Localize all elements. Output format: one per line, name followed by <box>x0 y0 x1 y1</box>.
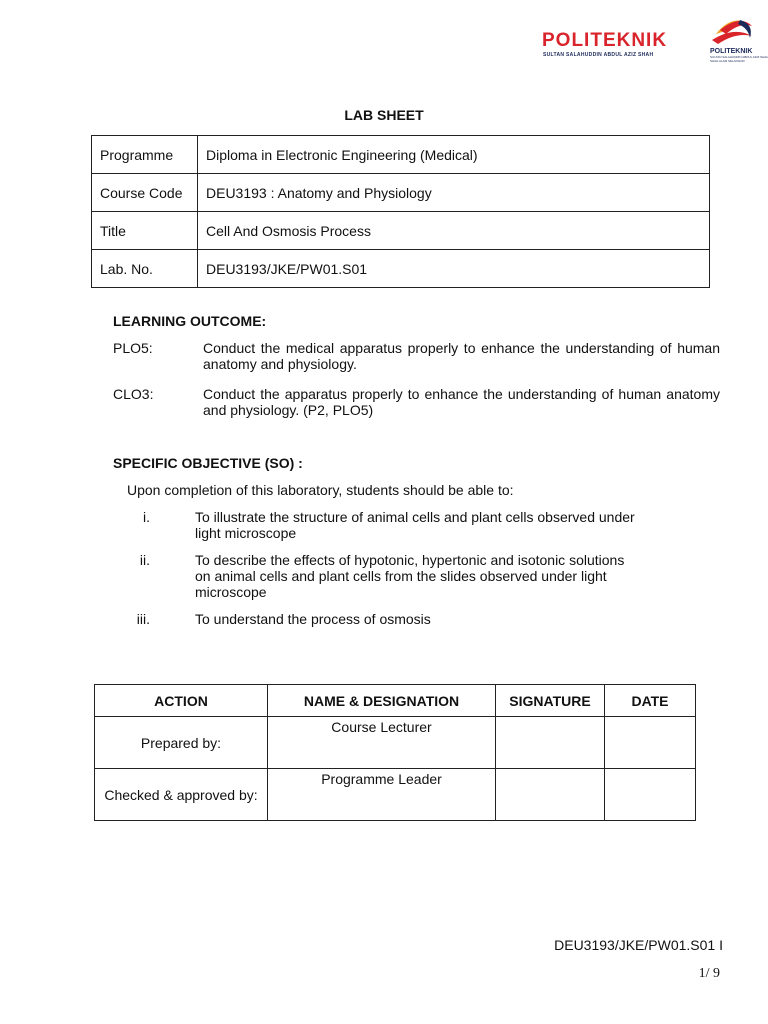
action-prepared-by: Prepared by: <box>95 717 268 769</box>
footer-document-code: DEU3193/JKE/PW01.S01 I <box>554 937 723 953</box>
column-header-action: ACTION <box>95 685 268 717</box>
objective-text: To illustrate the structure of animal cells and plant cells observed under light microscope <box>195 509 635 541</box>
outcome-text: Conduct the apparatus properly to enhance the understanding of human anatomy and physiology. (P2, PLO5) <box>203 386 720 418</box>
signature-cell <box>496 769 605 821</box>
action-checked-approved-by: Checked & approved by: <box>95 769 268 821</box>
learning-outcome-heading: LEARNING OUTCOME: <box>113 313 267 329</box>
outcome-code: CLO3: <box>113 386 154 402</box>
logo-tagline: SULTAN SALAHUDDIN ABDUL AZIZ SHAH <box>543 52 654 58</box>
objective-text: To describe the effects of hypotonic, hypertonic and isotonic solutions on animal cells and plant cells from the slides observed under light microscope <box>195 552 625 600</box>
table-header-row <box>95 685 696 717</box>
politeknik-logo <box>540 16 768 64</box>
table-row <box>92 250 710 288</box>
date-cell <box>605 769 696 821</box>
table-row <box>92 212 710 250</box>
info-value-programme: Diploma in Electronic Engineering (Medical) <box>198 136 710 174</box>
outcome-code: PLO5: <box>113 340 153 356</box>
table-row <box>92 136 710 174</box>
specific-objective-heading: SPECIFIC OBJECTIVE (SO) : <box>113 455 303 471</box>
designation-course-lecturer: Course Lecturer <box>268 717 496 769</box>
column-header-date: DATE <box>605 685 696 717</box>
objective-intro: Upon completion of this laboratory, students should be able to: <box>127 482 514 498</box>
info-label-programme: Programme <box>92 136 198 174</box>
info-label-title: Title <box>92 212 198 250</box>
column-header-name-designation: NAME & DESIGNATION <box>268 685 496 717</box>
logo-badge-sub: SULTAN SALAHUDDIN ABDUL AZIZ SHAH <box>710 55 768 59</box>
outcome-text: Conduct the medical apparatus properly to enhance the understanding of human anatomy and physiology. <box>203 340 720 372</box>
info-label-course-code: Course Code <box>92 174 198 212</box>
table-row <box>95 717 696 769</box>
designation-programme-leader: Programme Leader <box>268 769 496 821</box>
table-row <box>95 769 696 821</box>
page-title: LAB SHEET <box>344 107 424 123</box>
info-value-lab-no: DEU3193/JKE/PW01.S01 <box>198 250 710 288</box>
table-row <box>92 174 710 212</box>
logo-badge-text: POLITEKNIK <box>710 48 753 55</box>
column-header-signature: SIGNATURE <box>496 685 605 717</box>
course-info-table <box>91 135 710 288</box>
objective-number: i. <box>143 509 150 525</box>
objective-text: To understand the process of osmosis <box>195 611 431 627</box>
info-value-title: Cell And Osmosis Process <box>198 212 710 250</box>
date-cell <box>605 717 696 769</box>
logo-badge-icon <box>712 20 752 44</box>
logo-badge-sub2: SHAH ALAM SELANGOR <box>710 59 745 63</box>
info-value-course-code: DEU3193 : Anatomy and Physiology <box>198 174 710 212</box>
approval-table <box>94 684 696 821</box>
objective-number: iii. <box>136 611 150 627</box>
logo-wordmark: POLITEKNIK <box>542 30 668 51</box>
objective-number: ii. <box>139 552 150 568</box>
info-label-lab-no: Lab. No. <box>92 250 198 288</box>
page-number: 1/ 9 <box>698 966 720 981</box>
signature-cell <box>496 717 605 769</box>
